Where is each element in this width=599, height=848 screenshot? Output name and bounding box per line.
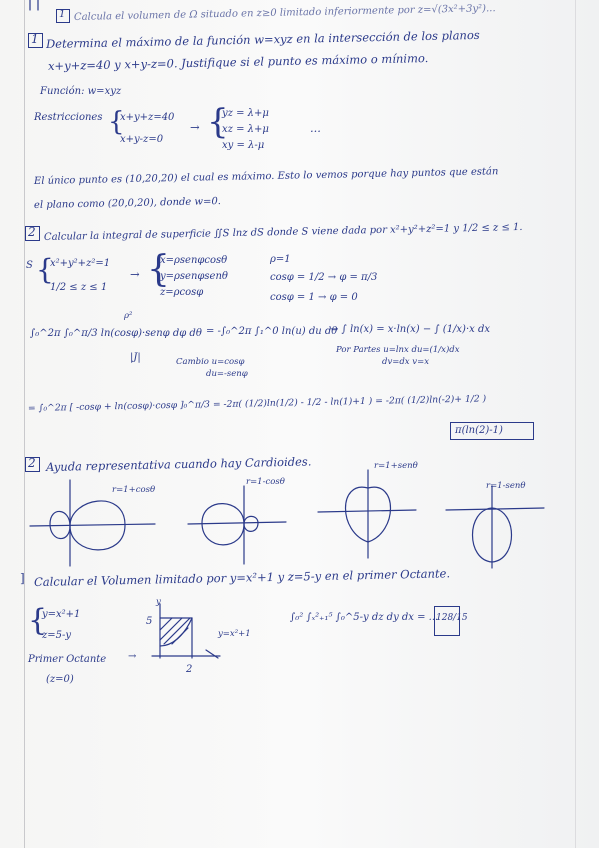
- p2-param-arrow: →: [130, 267, 140, 281]
- p2-jacobian-note: ρ²: [124, 311, 133, 321]
- p2-s-eq-2: 1/2 ≤ z ≤ 1: [50, 282, 108, 293]
- p2-change-du: du=-senφ: [206, 369, 248, 379]
- right-margin-line: [575, 0, 576, 848]
- p2-change-label: Cambio u=cosφ: [176, 357, 245, 367]
- p1-conclusion-1: El único punto es (10,20,20) el cual es máximo. Esto lo vemos porque hay puntos que están: [33, 166, 499, 187]
- p1-lagrange-3: xy = λ-μ: [222, 140, 265, 151]
- cardioid-label-2: r=1-cosθ: [246, 477, 285, 487]
- p2-cond-2: cosφ = 1/2 → φ = π/3: [270, 272, 378, 283]
- p2-integral-2: = -∫₀^2π ∫₁^0 ln(u) du dθ: [206, 326, 338, 337]
- p3-number: 2: [28, 456, 36, 470]
- p4-marker: ]: [20, 571, 25, 585]
- p4-graph-2: 2: [186, 664, 193, 675]
- p2-param-1: x=ρsenφcosθ: [160, 255, 228, 266]
- p2-cond-1: ρ=1: [270, 254, 291, 265]
- p2-param-3: z=ρcosφ: [160, 287, 204, 298]
- margin-line: [24, 0, 25, 848]
- p2-by-parts: → ∫ ln(x) = x·ln(x) − ∫ (1/x)·x dx: [330, 324, 490, 335]
- p1-restriction-1: x+y+z=40: [120, 112, 175, 123]
- cardioid-1-graph: [30, 478, 160, 568]
- p2-jacobian-label: |J|: [130, 352, 141, 363]
- p2-brace-2: {: [147, 249, 170, 290]
- p4-region-graph: [150, 597, 230, 670]
- p2-parts-label: Por Partes u=lnx du=(1/x)dx: [336, 345, 460, 355]
- p4-octant-label: Primer Octante: [28, 654, 107, 665]
- p1-statement-2: x+y+z=40 y x+y-z=0. Justifique si el punto es máximo o mínimo.: [47, 51, 429, 73]
- cardioid-label-4: r=1-senθ: [486, 481, 526, 491]
- p2-brace: {: [36, 253, 54, 286]
- p4-statement: Calcular el Volumen limitado por y=x²+1 y z=5-y en el primer Octante.: [33, 566, 451, 589]
- p1-lagrange-1: yz = λ+μ: [222, 108, 269, 119]
- p1-brace-2: {: [207, 102, 229, 142]
- p1-brace: {: [108, 107, 125, 137]
- p2-integral-1: ∫₀^2π ∫₀^π/3 ln(cosφ)·senφ dφ dθ: [30, 328, 202, 339]
- p2-s-eq-1: x²+y²+z²=1: [50, 258, 111, 269]
- p2-result: π(ln(2)-1): [455, 425, 503, 436]
- cardioid-2-graph: [188, 486, 288, 566]
- p3-statement: Ayuda representativa cuando hay Cardioides.: [45, 454, 312, 474]
- p2-s-label: S: [26, 260, 33, 271]
- p1-restrictions-label: Restricciones: [34, 112, 103, 123]
- p4-octant-cond: (z=0): [46, 674, 74, 685]
- cardioid-label-1: r=1+cosθ: [112, 485, 156, 495]
- p4-graph-y-axis: y: [156, 597, 161, 607]
- cardioid-3-graph: [318, 470, 418, 560]
- header-line: Calcula el volumen de Ω situado en z≥0 limitado inferiormente por z=√(3x²+3y²)...: [73, 3, 496, 23]
- p1-lagrange-2: xz = λ+μ: [222, 124, 269, 135]
- p1-conclusion-2: el plano como (20,0,20), donde w=0.: [33, 196, 222, 211]
- p2-cond-3: cosφ = 1 → φ = 0: [270, 292, 358, 303]
- p1-number: 1: [31, 32, 39, 46]
- p4-graph-curve: y=x²+1: [218, 629, 251, 639]
- p1-statement-1: Determina el máximo de la función w=xyz en la intersección de los planos: [45, 27, 480, 51]
- p2-param-2: y=ρsenφsenθ: [160, 271, 228, 282]
- p4-brace: {: [28, 603, 48, 638]
- p1-restriction-2: x+y-z=0: [120, 134, 164, 145]
- p2-statement: Calcular la integral de superficie ∬S lnz dS donde S viene dada por x²+y²+z²=1 y 1/2 ≤ z ≤ 1.: [43, 221, 523, 243]
- p1-dots: ...: [310, 121, 321, 135]
- p1-arrow: →: [190, 120, 200, 134]
- p2-integral-3: = ∫₀^2π [ -cosφ + ln(cosφ)·cosφ ]₀^π/3 = -2π( (1/2)ln(1/2) - 1/2 - ln(1)+1 ) = -2π( (1/2)ln(-2)+ 1/2 ): [27, 393, 487, 414]
- p2-number: 2: [28, 225, 36, 239]
- p4-sys-2: z=5-y: [42, 630, 72, 641]
- p4-graph-5: 5: [146, 616, 153, 627]
- cardioid-label-3: r=1+senθ: [374, 461, 418, 471]
- p4-result: 128/15: [436, 613, 468, 623]
- header-marker: 1: [59, 9, 66, 20]
- p2-parts-dv: dv=dx v=x: [382, 357, 430, 367]
- p1-function: Función: w=xyz: [40, 86, 122, 97]
- p4-sys-1: y=x²+1: [42, 609, 81, 620]
- cardioid-4-graph: [446, 486, 546, 570]
- corner-marks: [28, 0, 42, 12]
- p4-integral: ∫₀² ∫ₓ²₊₁⁵ ∫₀^5-y dz dy dx = ...: [290, 612, 439, 623]
- p4-octant-arrow: →: [128, 651, 137, 662]
